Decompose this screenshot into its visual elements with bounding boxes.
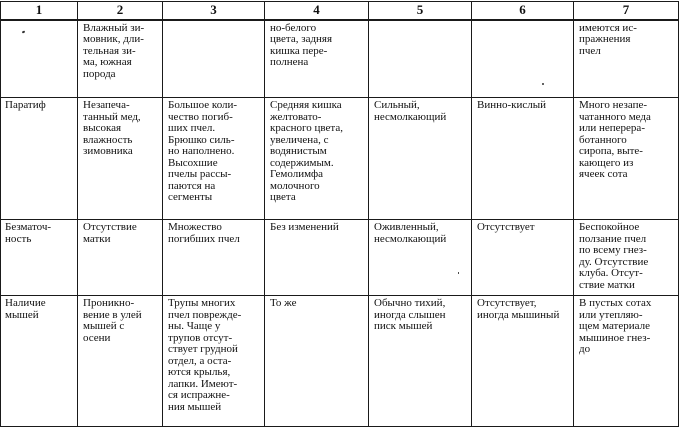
- table-cell: В пустых сотах или утепляю- щем материале мышиное гнез- до: [574, 296, 679, 427]
- table-cell: Беспокойное ползание пчел по всему гнез- ду. Отсутствие клуба. Отсут- ствие матки: [574, 220, 679, 296]
- table-cell: Много незапе- чатанного меда или неперера- ботанного сиропа, выте- кающего из ячеек сота: [574, 98, 679, 220]
- table-cell: То же: [265, 296, 369, 427]
- column-header: 1: [1, 2, 78, 20]
- table-cell: Без изменений: [265, 220, 369, 296]
- table-cell: но-белого цвета, задняя кишка пере- полнена: [265, 20, 369, 98]
- table-cell: Оживленный, несмолкающий: [369, 220, 472, 296]
- table-cell: Безматоч- ность: [1, 220, 78, 296]
- scan-speck: [458, 272, 459, 274]
- table-cell: Проникно- вение в улей мышей с осени: [78, 296, 163, 427]
- table-row: [1, 98, 679, 220]
- table-cell: Винно-кислый: [472, 98, 574, 220]
- table-row: [1, 296, 679, 427]
- table-cell: [472, 20, 574, 98]
- table-cell: [1, 20, 78, 98]
- table-cell: Паратиф: [1, 98, 78, 220]
- column-header: 4: [265, 2, 369, 20]
- table-cell: Отсутствие матки: [78, 220, 163, 296]
- table-cell: [369, 20, 472, 98]
- column-header: 3: [163, 2, 265, 20]
- column-header: 5: [369, 2, 472, 20]
- table-cell: Отсутствует, иногда мышиный: [472, 296, 574, 427]
- table-row: [1, 220, 679, 296]
- column-header: 6: [472, 2, 574, 20]
- table-cell: Влажный зи- мовник, дли- тельная зи- ма, южная порода: [78, 20, 163, 98]
- table-cell: имеются ис- пражнения пчел: [574, 20, 679, 98]
- table-row: [1, 20, 679, 98]
- column-header: 2: [78, 2, 163, 20]
- table-cell: Наличие мышей: [1, 296, 78, 427]
- table-cell: Обычно тихий, иногда слышен писк мышей: [369, 296, 472, 427]
- table-cell: [163, 20, 265, 98]
- header-row: [1, 2, 679, 20]
- table-cell: Незапеча- танный мед, высокая влажность зимовника: [78, 98, 163, 220]
- table-cell: Средняя кишка желтовато- красного цвета, увеличена, с водянистым содержимым. Гемолимфа молочного цвета: [265, 98, 369, 220]
- table-cell: Отсутствует: [472, 220, 574, 296]
- table-cell: Большое коли- чество погиб- ших пчел. Брюшко силь- но наполнено. Высохшие пчелы рассы- паются на сегменты: [163, 98, 265, 220]
- column-header: 7: [574, 2, 679, 20]
- table-cell: Сильный, несмолкающий: [369, 98, 472, 220]
- bee-disease-table: [0, 1, 679, 427]
- table-cell: Множество погибших пчел: [163, 220, 265, 296]
- table-cell: Трупы многих пчел поврежде- ны. Чаще у трупов отсут- ствует грудной отдел, а оста- ются крылья, лапки. Имеют- ся испражне- ния мышей: [163, 296, 265, 427]
- scan-speck: [542, 83, 544, 85]
